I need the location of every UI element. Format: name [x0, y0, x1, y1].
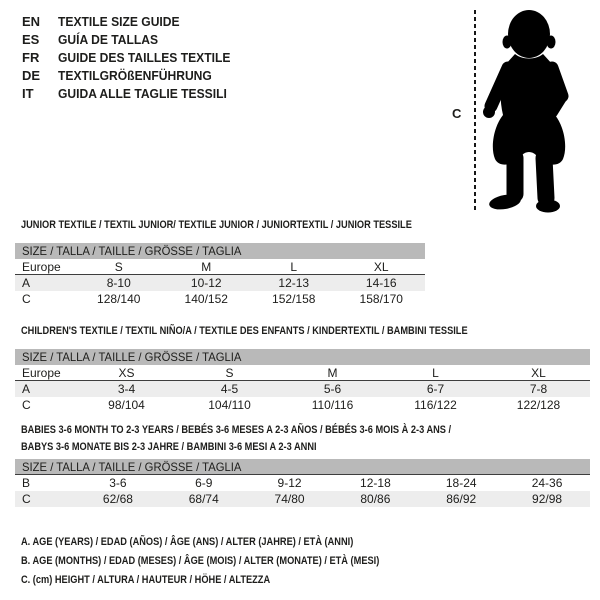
size-table [15, 243, 425, 307]
size-cell: 122/128 [516, 398, 561, 412]
size-cell: 152/158 [272, 292, 316, 306]
size-cell: 104/110 [208, 398, 251, 412]
size-cell: S [225, 366, 234, 380]
size-table-section [15, 323, 590, 413]
size-table [15, 349, 590, 413]
size-cell: 116/122 [414, 398, 457, 412]
size-cell: 68/74 [188, 492, 219, 506]
language-code: EN [22, 14, 41, 29]
size-cell: XL [373, 260, 389, 274]
legend-line [21, 552, 448, 571]
row-label: Europe [22, 366, 61, 380]
size-header-label: SIZE / TALLA / TAILLE / GRÖSSE / TAGLIA [22, 244, 242, 258]
table-title-text-line2: BABYS 3-6 MONATE BIS 2-3 JAHRE / BAMBINI 3-6 MESI A 2-3 ANNI [21, 441, 317, 453]
size-cell: S [114, 260, 123, 274]
language-label-text: TEXTILE SIZE GUIDE [58, 14, 180, 29]
table-title [15, 323, 590, 340]
size-cell: 7-8 [529, 382, 548, 396]
size-cell: 3-4 [117, 382, 136, 396]
size-cell: 5-6 [323, 382, 342, 396]
size-header-bar [15, 349, 590, 365]
size-cell: 62/68 [102, 492, 133, 506]
table-row [15, 475, 590, 491]
size-cell: 6-9 [195, 476, 213, 490]
language-label-text: GUIDE DES TAILLES TEXTILE [58, 50, 231, 65]
row-label: C [22, 398, 31, 412]
table-title [15, 422, 590, 456]
size-cell: 10-12 [190, 276, 222, 290]
row-label: C [22, 292, 31, 306]
size-cell: 18-24 [445, 476, 477, 490]
table-row [15, 275, 425, 291]
measurement-legend [21, 533, 448, 590]
table-row [15, 381, 590, 397]
row-label: A [22, 382, 31, 396]
language-list [22, 13, 243, 103]
size-table [15, 459, 590, 507]
legend-line [21, 571, 448, 590]
table-title-text: BABIES 3-6 MONTH TO 2-3 YEARS / BEBÉS 3-6 MESES A 2-3 AÑOS / BÉBÉS 3-6 MOIS À 2-3 ANS / [21, 424, 452, 436]
size-cell: 14-16 [365, 276, 397, 290]
language-row [22, 67, 243, 85]
table-row [15, 291, 425, 307]
toddler-silhouette-icon [482, 8, 587, 214]
legend-line [21, 533, 448, 552]
language-row [22, 13, 243, 31]
language-code: DE [22, 68, 41, 83]
size-cell: M [201, 260, 212, 274]
table-row [15, 397, 590, 413]
language-row [22, 85, 243, 103]
size-cell: 74/80 [274, 492, 305, 506]
size-cell: 3-6 [109, 476, 127, 490]
table-title-text: JUNIOR TEXTILE / TEXTIL JUNIOR/ TEXTILE JUNIOR / JUNIORTEXTIL / JUNIOR TESSILE [21, 219, 412, 231]
size-cell: 110/116 [311, 398, 354, 412]
size-cell: XS [118, 366, 135, 380]
table-title-text: CHILDREN'S TEXTILE / TEXTIL NIÑO/A / TEXTILE DES ENFANTS / KINDERTEXTIL / BAMBINI TESSILE [21, 325, 468, 337]
language-label-text: TEXTILGRÖßENFÜHRUNG [58, 68, 212, 83]
size-table-section [15, 217, 425, 307]
language-row [22, 49, 243, 67]
size-cell: 9-12 [277, 476, 302, 490]
language-label-text: GUÍA DE TALLAS [58, 32, 159, 47]
legend-line-text: A. AGE (YEARS) / EDAD (AÑOS) / ÂGE (ANS) / ALTER (JAHRE) / ETÀ (ANNI) [21, 536, 354, 548]
size-cell: 86/92 [446, 492, 477, 506]
size-header-label: SIZE / TALLA / TAILLE / GRÖSSE / TAGLIA [22, 460, 242, 474]
language-code: ES [22, 32, 40, 47]
height-dashed-line [474, 10, 476, 212]
row-label: B [22, 476, 31, 490]
size-cell: M [327, 366, 338, 380]
table-row [15, 491, 590, 507]
language-label [58, 85, 240, 103]
size-cell: 4-5 [220, 382, 239, 396]
language-label-text: GUIDA ALLE TAGLIE TESSILI [58, 86, 227, 101]
size-header-bar [15, 459, 590, 475]
size-header-bar [15, 243, 425, 259]
language-label [58, 13, 189, 31]
size-cell: 12-18 [360, 476, 391, 490]
language-label [58, 49, 243, 67]
table-title [15, 217, 425, 234]
size-cell: 98/104 [108, 398, 145, 412]
size-cell: L [432, 366, 439, 380]
size-cell: 8-10 [106, 276, 131, 290]
language-code: IT [22, 86, 34, 101]
language-label [58, 31, 166, 49]
row-label: C [22, 492, 31, 506]
language-code: FR [22, 50, 40, 65]
size-table-section [15, 422, 590, 507]
legend-line-text: B. AGE (MONTHS) / EDAD (MESES) / ÂGE (MOIS) / ALTER (MONATE) / ETÀ (MESI) [21, 555, 380, 567]
size-cell: XL [531, 366, 546, 380]
size-cell: 6-7 [426, 382, 445, 396]
size-cell: 92/98 [532, 492, 563, 506]
row-label: Europe [22, 260, 61, 274]
table-row [15, 365, 590, 381]
figure-block [450, 8, 598, 214]
size-cell: 140/152 [184, 292, 228, 306]
table-row [15, 259, 425, 275]
row-label: A [22, 276, 31, 290]
language-label [58, 67, 223, 85]
size-cell: 128/140 [97, 292, 141, 306]
size-cell: 80/86 [360, 492, 391, 506]
language-row [22, 31, 243, 49]
legend-line-text: C. (cm) HEIGHT / ALTURA / HAUTEUR / HÖHE / ALTEZZA [21, 574, 271, 586]
height-measure-label: C [452, 106, 462, 121]
size-cell: 12-13 [278, 276, 310, 290]
size-cell: 24-36 [531, 476, 563, 490]
size-header-label: SIZE / TALLA / TAILLE / GRÖSSE / TAGLIA [22, 350, 242, 364]
size-cell: L [290, 260, 298, 274]
size-cell: 158/170 [359, 292, 403, 306]
